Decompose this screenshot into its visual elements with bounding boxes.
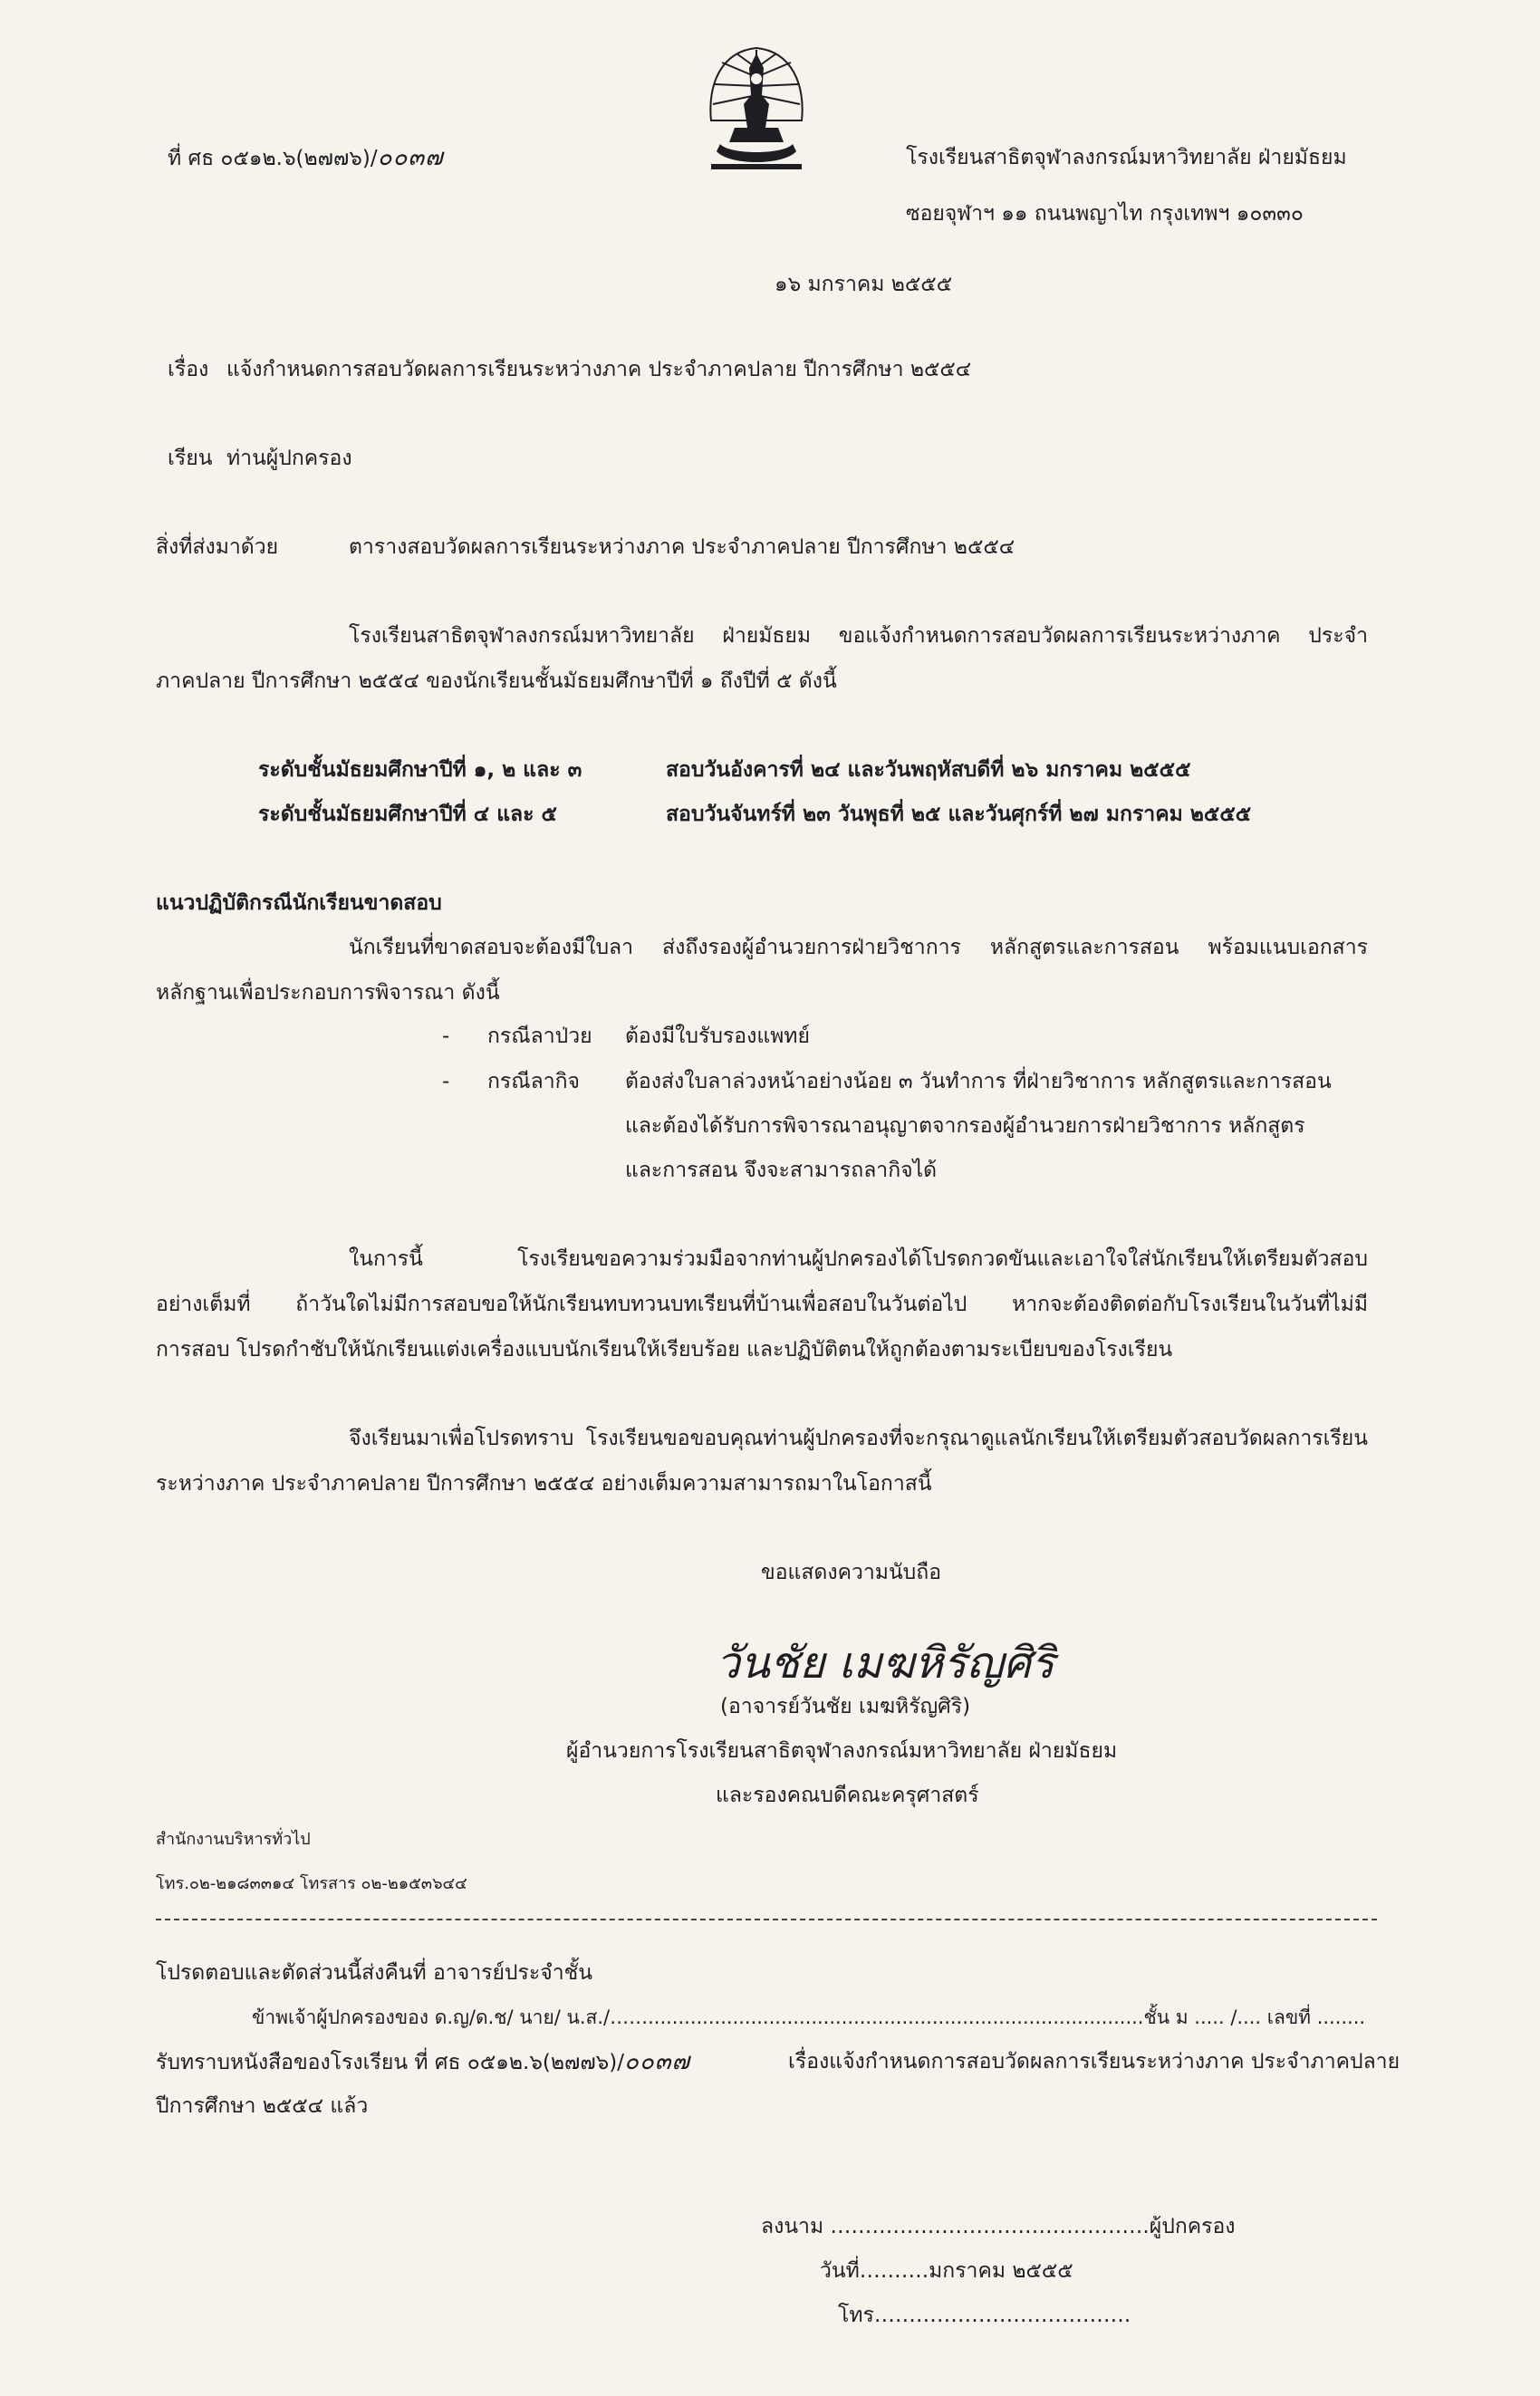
personal-leave-bullet: - [442,1070,450,1093]
absence-heading: แนวปฏิบัติกรณีนักเรียนขาดสอบ [156,891,442,915]
closing-line-1: จึงเรียนมาเพื่อโปรดทราบ โรงเรียนขอขอบคุณท่านผู้ปกครองที่จะกรุณาดูแลนักเรียนให้เตรียมตัวสอบวัดผลการเรียน [349,1427,1368,1450]
cut-line-divider [156,1919,1377,1920]
sick-leave-label: กรณีลาป่วย [487,1025,592,1048]
closing-line-2: ระหว่างภาค ประจำภาคปลาย ปีการศึกษา ๒๕๕๔ อย่างเต็มความสามารถมาในโอกาสนี้ [156,1472,932,1496]
schedule-dates-2: สอบวันจันทร์ที่ ๒๓ วันพุธที่ ๒๕ และวันศุกร์ที่ ๒๗ มกราคม ๒๕๕๕ [666,803,1252,826]
reference-handwritten: ๐๐๓๗ [377,144,444,171]
reply-ack-handwritten: ๐๐๓๗ [623,2048,691,2075]
subject-text: แจ้งกำหนดการสอบวัดผลการเรียนระหว่างภาค ประจำภาคปลาย ปีการศึกษา ๒๕๕๔ [226,358,972,381]
cooperation-line-2: อย่างเต็มที่ ถ้าวันใดไม่มีการสอบขอให้นักเรียนทบทวนบทเรียนที่บ้านเพื่อสอบในวันต่อไป หากจะต้องติดต่อกับโรงเรียนในวันที่ไม่มี [156,1293,1368,1316]
cooperation-line-3: การสอบ โปรดกำชับให้นักเรียนแต่งเครื่องแบบนักเรียนให้เรียบร้อย และปฏิบัติตนให้ถูกต้องตามระเบียบของโรงเรียน [156,1338,1173,1362]
school-seal-icon [702,41,811,177]
attachment-text: ตารางสอบวัดผลการเรียนระหว่างภาค ประจำภาคปลาย ปีการศึกษา ๒๕๕๔ [349,535,1015,559]
reference-prefix: ที่ ศธ ๐๕๑๒.๖(๒๗๗๖)/ [168,147,378,170]
cooperation-line-1: ในการนี้ โรงเรียนขอความร่วมมือจากท่านผู้ปกครองได้โปรดกวดขันและเอาใจใส่นักเรียนให้เตรียมตัวสอบ [349,1247,1368,1271]
office-contact: โทร.๐๒-๒๑๘๓๓๑๔ โทรสาร ๐๒-๒๑๕๓๖๔๔ [156,1874,467,1893]
salutation-label: เรียน [168,447,213,470]
reply-ack-prefix: รับทราบหนังสือของโรงเรียน ที่ ศธ ๐๕๑๒.๖(๒๗๗๖)/ [156,2051,624,2074]
reply-phone-line: โทร………………………………. [838,2304,1131,2327]
school-address: ซอยจุฬาฯ ๑๑ ถนนพญาไท กรุงเทพฯ ๑๐๓๓๐ [906,202,1304,226]
subject-label: เรื่อง [168,358,209,381]
sick-leave-bullet: - [442,1025,450,1048]
sick-leave-text: ต้องมีใบรับรองแพทย์ [625,1025,810,1048]
regards-text: ขอแสดงความนับถือ [761,1561,942,1584]
handwritten-signature [698,1621,1096,1703]
salutation-text: ท่านผู้ปกครอง [226,447,352,470]
absence-line-2: หลักฐานเพื่อประกอบการพิจารณา ดังนี้ [156,981,500,1005]
schedule-level-1: ระดับชั้นมัธยมศึกษาปีที่ ๑, ๒ และ ๓ [258,758,582,782]
reference-number [168,145,444,171]
signatory-position-1: ผู้อำนวยการโรงเรียนสาธิตจุฬาลงกรณ์มหาวิทยาลัย ฝ่ายมัธยม [566,1739,1118,1763]
reply-acknowledge-year: ปีการศึกษา ๒๕๕๔ แล้ว [156,2094,369,2118]
personal-leave-line-3: และการสอน จึงจะสามารถลากิจได้ [625,1159,938,1182]
reply-instruction: โปรดตอบและตัดส่วนนี้ส่งคืนที่ อาจารย์ประจำชั้น [156,1961,592,1985]
personal-leave-line-2: และต้องได้รับการพิจารณาอนุญาตจากรองผู้อำนวยการฝ่ายวิชาการ หลักสูตร [625,1114,1305,1138]
school-name: โรงเรียนสาธิตจุฬาลงกรณ์มหาวิทยาลัย ฝ่ายมัธยม [906,146,1347,169]
reply-date-line: วันที่……….มกราคม ๒๕๕๕ [820,2259,1073,2283]
personal-leave-label: กรณีลากิจ [487,1070,581,1093]
reply-student-line: ข้าพเจ้าผู้ปกครองของ ด.ญ/ด.ช/ นาย/ น.ส./……..................................................................................ชั้น ม ..... /.... เลขที่ ........ [252,2006,1366,2028]
signatory-position-2: และรองคณบดีคณะครุศาสตร์ [716,1784,979,1807]
intro-line-2: ภาคปลาย ปีการศึกษา ๒๕๕๔ ของนักเรียนชั้นมัธยมศึกษาปีที่ ๑ ถึงปีที่ ๕ ดังนี้ [156,669,837,693]
letter-date: ๑๖ มกราคม ๒๕๕๕ [775,273,953,296]
schedule-dates-1: สอบวันอังคารที่ ๒๔ และวันพฤหัสบดีที่ ๒๖ มกราคม ๒๕๕๕ [666,758,1191,782]
signature-text: วันชัย เมฆหิรัญศิริ [716,1638,1054,1689]
intro-line-1: โรงเรียนสาธิตจุฬาลงกรณ์มหาวิทยาลัย ฝ่ายมัธยม ขอแจ้งกำหนดการสอบวัดผลการเรียนระหว่างภาค ประจำ [349,624,1368,648]
reply-acknowledge-ref [156,2049,690,2075]
personal-leave-line-1: ต้องส่งใบลาล่วงหน้าอย่างน้อย ๓ วันทำการ ที่ฝ่ายวิชาการ หลักสูตรและการสอน [625,1070,1332,1093]
absence-line-1: นักเรียนที่ขาดสอบจะต้องมีใบลา ส่งถึงรองผู้อำนวยการฝ่ายวิชาการ หลักสูตรและการสอน พร้อมแนบเอกสาร [349,936,1368,959]
office-name: สำนักงานบริหารทั่วไป [156,1830,311,1849]
reply-sign-line: ลงนาม ……………………………………….ผู้ปกครอง [761,2215,1236,2238]
attachment-label: สิ่งที่ส่งมาด้วย [156,535,279,559]
signatory-name: (อาจารย์วันชัย เมฆหิรัญศิริ) [720,1695,971,1718]
schedule-level-2: ระดับชั้นมัธยมศึกษาปีที่ ๔ และ ๕ [258,803,557,826]
reply-acknowledge-subject: เรื่องแจ้งกำหนดการสอบวัดผลการเรียนระหว่างภาค ประจำภาคปลาย [788,2050,1400,2074]
